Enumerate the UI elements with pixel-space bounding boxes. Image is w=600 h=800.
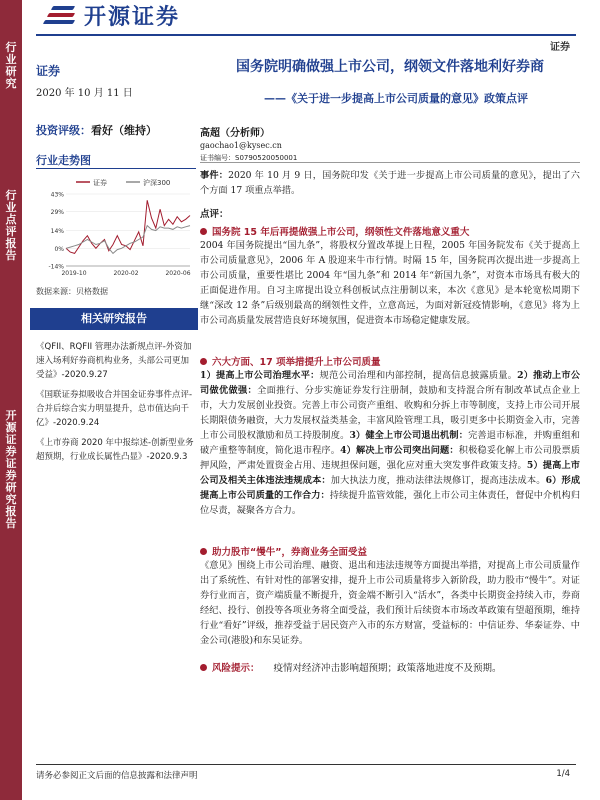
measure-text: 积极稳妥化解上市公司股票质押风险，严肃处置资金占用、违规担保问题，强化应对重大突发事件政策支持。: [200, 445, 580, 471]
section-heading: [200, 544, 580, 558]
section-heading: [200, 224, 580, 238]
analyst-divider: [200, 162, 580, 163]
risk-text: 疫情对经济冲击影响超预期；政策落地进度不及预期。: [273, 663, 502, 674]
section-heading-text: 助力股市“慢牛”，券商业务全面受益: [212, 547, 367, 558]
related-report-item[interactable]: 《上市券商 2020 年中报综述-创新型业务超预期，行业成长属性凸显》-2020.9.3: [36, 438, 194, 462]
page-number: 1/4: [556, 769, 570, 779]
logo: [44, 4, 181, 30]
related-report-item[interactable]: 《QFII、RQFII 管理办法新规点评-外资加速入场利好券商机构业务，头部公司更加受益》-2020.9.27: [36, 342, 192, 380]
analyst-cert: 证书编号：S0790520050001: [200, 154, 298, 162]
bullet-icon: [200, 228, 207, 235]
rating-value: 看好（维持）: [91, 124, 157, 137]
bullet-icon: [200, 664, 207, 671]
measure-label: 6）形成提高上市公司质量的工作合力：: [200, 475, 581, 501]
report-date: 2020 年 10 月 11 日: [36, 88, 133, 99]
y-tick-label: 29%: [50, 209, 64, 217]
chart-source: 数据来源：贝格数据: [36, 287, 108, 296]
trend-title: 行业走势图: [36, 154, 91, 167]
x-tick-label: 2019-10: [61, 270, 87, 277]
y-tick-label: 43%: [50, 191, 64, 199]
header-divider: [36, 34, 576, 36]
side-strip: [0, 0, 22, 800]
logo-mark-icon: [44, 5, 80, 25]
side-label-bottom: 开源证券证券研究报告: [5, 409, 17, 530]
measure-label: 1）提高上市公司治理水平：: [200, 370, 320, 381]
analyst-email[interactable]: gaochao1@kysec.cn: [200, 141, 282, 150]
legend-label: 证券: [93, 179, 107, 187]
legend-label: 沪深300: [143, 179, 171, 187]
measure-label: 4）解决上市公司突出问题：: [340, 445, 459, 456]
header-section: 证券: [550, 42, 570, 53]
report-subtitle: ——《关于进一步提高上市公司质量的意见》政策点评: [264, 92, 528, 105]
trend-chart-svg: [36, 174, 196, 284]
trend-divider: [36, 168, 196, 169]
bullet-icon: [200, 358, 207, 365]
y-tick-label: 0%: [54, 245, 64, 253]
y-tick-label: -14%: [48, 263, 64, 271]
measure-text: 持续提升监管效能，强化上市公司主体责任，督促中介机构归位尽责，凝聚各方合力。: [200, 490, 581, 516]
measure-text: 加大执法力度，推动法律法规修订，提高违法成本。: [330, 475, 546, 486]
footer-disclaimer: 请务必参阅正文后面的信息披露和法律声明: [36, 771, 198, 781]
risk-label: 风险提示：: [212, 663, 260, 674]
rating: [36, 122, 196, 138]
series-line: [66, 200, 190, 253]
section-heading-text: 六大方面、17 项举措提升上市公司质量: [212, 357, 381, 368]
side-label-top: 行业研究: [5, 41, 17, 90]
trend-chart: [36, 174, 196, 284]
comment-label: 点评：: [200, 209, 229, 220]
analyst-name: 高超（分析师）: [200, 128, 270, 139]
section-body: 2004 年国务院提出“国九条”，将股权分置改革提上日程，2005 年国务院发布《关于提高上市公司质量意见》，2006 年 A 股迎来牛市行情。时隔 15 年，国务院再次提出进一步提高上市公司质量，重要性堪比 2004 年“国九条”和 2014 年“新国九条”，对资本市场具有极大的正面促进作用。自习主席提出设立科创板试点注册制以来，本次《意见》是本轮宽松周期下继“深改 12 条”后级别最高的纲领性文件，立意高远，为面对新冠疫情影响，《意见》将为上市公司高质量发展营造良好环境氛围，促进资本市场稳定健康发展。: [200, 240, 580, 326]
industry-label: 证券: [36, 64, 61, 78]
section-heading-text: 国务院 15 年后再提做强上市公司，纲领性文件落地意义重大: [212, 227, 470, 238]
y-tick-label: 14%: [50, 228, 64, 236]
bullet-icon: [200, 548, 207, 555]
measure-text: 完善退市标准，并购重组和破产重整等制度，简化退市程序。: [200, 430, 580, 456]
brand-name: 开源证券: [84, 4, 181, 30]
side-label-mid: 行业点评报告: [5, 189, 17, 262]
section-body: [200, 368, 580, 518]
section-body: 《意见》围绕上市公司治理、融资、退出和违法违规等方面提出举措，对提高上市公司质量作出了系统性、有针对性的部署安排，提升上市公司质量将步入新阶段，助力股市“慢牛”。对证券行业而言，资产端质量不断提升，资金端不断引入“活水”，各类中长期资金持续入市，券商经纪、投行、创投等各项业务将全面受益，我们预计后续资本市场改革政策有望超预期，维持行业“看好”评级，推荐受益于居民资产入市的东方财富，受益标的：中信证券、华泰证券、中金公司(港股)和东吴证券。: [200, 560, 580, 646]
measure-label: 2）推动上市公司做优做强：: [200, 370, 580, 396]
measure-label: 3）健全上市公司退出机制：: [349, 430, 469, 441]
measure-label: 5）提高上市公司及相关主体违法违规成本：: [200, 460, 580, 486]
event-text: 2020 年 10 月 9 日，国务院印发《关于进一步提高上市公司质量的意见》，提出了六个方面 17 项重点举措。: [200, 170, 580, 196]
event-paragraph: [200, 168, 580, 198]
rating-label: 投资评级：: [36, 124, 91, 137]
report-title: 国务院明确做强上市公司，纲领文件落地利好券商: [236, 59, 544, 75]
footer-divider: [36, 764, 576, 765]
section-heading: [200, 354, 580, 368]
event-label: 事件：: [200, 170, 229, 181]
related-reports-list: [36, 340, 196, 470]
related-reports-title: 相关研究报告: [30, 308, 198, 330]
x-tick-label: 2020-02: [113, 270, 139, 277]
measure-text: 规范公司治理和内部控制，提高信息披露质量。: [319, 370, 518, 381]
measure-text: 全面推行、分步实施证券发行注册制，鼓励和支持混合所有制改革试点企业上市，大力发展创业投资。完善上市公司资产重组、收购和分拆上市等制度，支持上市公司开展长期限债务融资，大力发展权益类基金，丰富风险管理工具，吸引更多中长期资金入市，完善上市公司股权激励和员工持股制度。: [200, 385, 581, 441]
x-tick-label: 2020-06: [165, 270, 191, 277]
risk-warning: [200, 660, 580, 674]
related-report-item[interactable]: 《国联证券拟吸收合并国金证券事件点评-合并后综合实力明显提升，总市值达向千亿》-2020.9.24: [36, 390, 193, 428]
